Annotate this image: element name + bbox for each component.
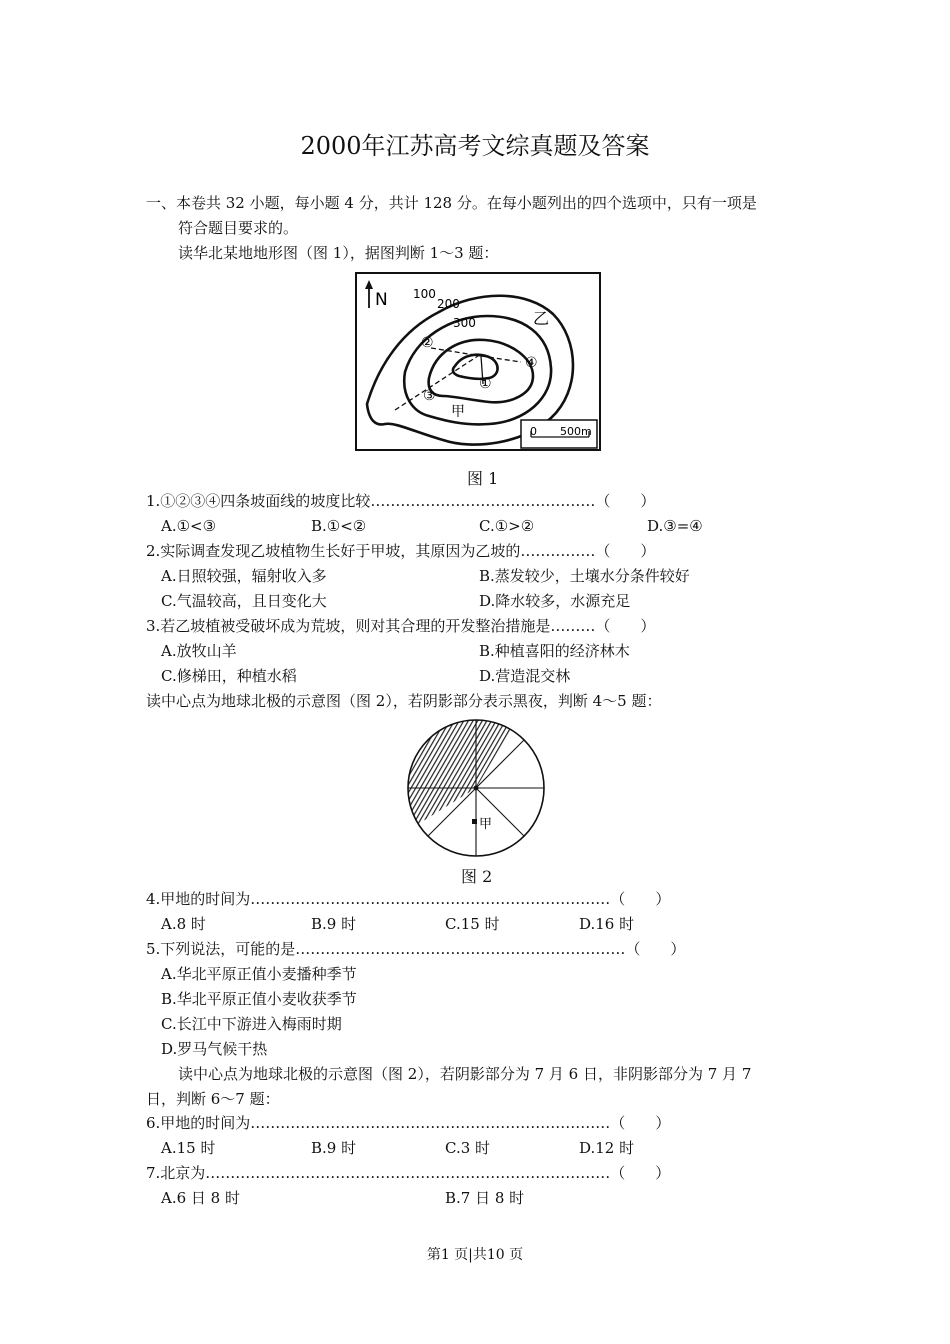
night-shading — [400, 718, 524, 848]
question-7-option-b: B.7 日 8 时 — [445, 1189, 525, 1207]
question-3-option-c: C.修梯田，种植水稻 — [161, 667, 297, 685]
question-3-option-a: A.放牧山羊 — [161, 642, 237, 660]
point-1-label: ① — [479, 376, 492, 392]
intro-line-1: 一、本卷共 32 小题，每小题 4 分，共计 128 分。在每小题列出的四个选项中，只有一项是 — [146, 194, 757, 212]
north-pole-dot — [474, 786, 479, 791]
question-5-stem: 5.下列说法，可能的是…………………………………………………………（ ） — [146, 940, 686, 958]
question-5-option-a: A.华北平原正值小麦播种季节 — [161, 965, 357, 983]
question-1-option-b: B.①<② — [311, 517, 367, 535]
question-2-option-b: B.蒸发较少，土壤水分条件较好 — [479, 567, 690, 585]
contour-label-100: 100 — [413, 287, 436, 301]
question-2-option-c: C.气温较高，且日变化大 — [161, 592, 327, 610]
scale-zero-label: 0 — [530, 425, 537, 438]
question-4-option-b: B.9 时 — [311, 915, 357, 933]
question-6-option-d: D.12 时 — [579, 1139, 635, 1157]
point-4-label: ④ — [525, 355, 538, 371]
question-1-option-a: A.①<③ — [161, 517, 217, 535]
question-1-option-c: C.①>② — [479, 517, 535, 535]
reading-prompt-3-line-1: 读中心点为地球北极的示意图（图 2），若阴影部分为 7 月 6 日，非阴影部分为 7 月 7 — [178, 1065, 752, 1083]
figure-1-contour-map — [355, 272, 601, 452]
place-jia-label: 甲 — [451, 404, 465, 420]
point-3-label: ③ — [423, 388, 436, 404]
reading-prompt-2: 读中心点为地球北极的示意图（图 2），若阴影部分表示黑夜，判断 4～5 题： — [146, 692, 662, 710]
question-6-stem: 6.甲地的时间为………………………………………………………………（ ） — [146, 1114, 671, 1132]
question-2-option-d: D.降水较多，水源充足 — [479, 592, 631, 610]
question-2-option-a: A.日照较强，辐射收入多 — [161, 567, 327, 585]
question-7-option-a: A.6 日 8 时 — [161, 1189, 240, 1207]
question-3-option-d: D.营造混交林 — [479, 667, 571, 685]
figure-1-caption: 图 1 — [467, 469, 499, 488]
place-yi-label: 乙 — [533, 309, 550, 328]
figure-2-caption: 图 2 — [461, 867, 493, 886]
point-jia-label: 甲 — [479, 817, 493, 832]
point-2-label: ② — [421, 335, 434, 351]
question-6-option-a: A.15 时 — [161, 1139, 216, 1157]
intro-line-2: 符合题目要求的。 — [178, 219, 299, 237]
question-5-option-d: D.罗马气候干热 — [161, 1040, 268, 1058]
scale-end-label: 500m — [560, 425, 592, 438]
page-title: 2000年江苏高考文综真题及答案 — [300, 132, 650, 160]
intro-line-3: 读华北某地地形图（图 1），据图判断 1～3 题： — [178, 244, 499, 262]
figure-2-polar-diagram — [400, 718, 552, 858]
point-jia-marker — [472, 819, 477, 824]
question-5-option-b: B.华北平原正值小麦收获季节 — [161, 990, 357, 1008]
question-2-stem: 2.实际调查发现乙坡植物生长好于甲坡，其原因为乙坡的……………（ ） — [146, 542, 656, 560]
contour-label-300: 300 — [453, 316, 476, 330]
question-6-option-b: B.9 时 — [311, 1139, 357, 1157]
question-1-option-d: D.③=④ — [647, 517, 703, 535]
question-5-option-c: C.长江中下游进入梅雨时期 — [161, 1015, 342, 1033]
question-4-option-d: D.16 时 — [579, 915, 635, 933]
contour-label-200: 200 — [437, 297, 460, 311]
page-footer: 第1 页|共10 页 — [426, 1247, 524, 1263]
question-7-stem: 7.北京为………………………………………………………………………（ ） — [146, 1164, 671, 1182]
reading-prompt-3-line-2: 日，判断 6～7 题： — [146, 1090, 280, 1108]
question-3-stem: 3.若乙坡植被受破坏成为荒坡，则对其合理的开发整治措施是………（ ） — [146, 617, 656, 635]
north-label: N — [375, 290, 388, 310]
question-6-option-c: C.3 时 — [445, 1139, 491, 1157]
question-4-stem: 4.甲地的时间为………………………………………………………………（ ） — [146, 890, 671, 908]
question-4-option-a: A.8 时 — [161, 915, 206, 933]
question-4-option-c: C.15 时 — [445, 915, 500, 933]
question-1-stem: 1.①②③④四条坡面线的坡度比较………………………………………（ ） — [146, 492, 656, 510]
question-3-option-b: B.种植喜阳的经济林木 — [479, 642, 630, 660]
